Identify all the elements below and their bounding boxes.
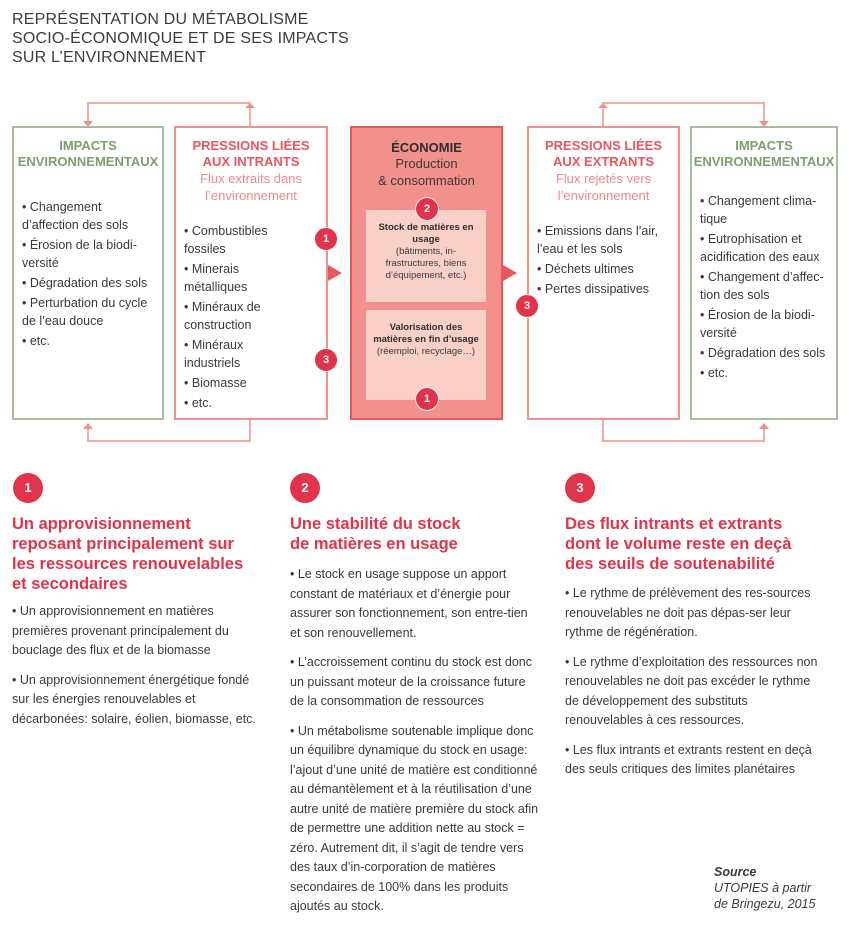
list-item: • Érosion de la biodi-versité [22, 238, 137, 270]
list-item: • etc. [184, 396, 212, 410]
column-1-text [12, 602, 268, 739]
impacts-left-title: IMPACTS ENVIRONNEMENTAUX [17, 138, 159, 169]
pressions-extrants-box [527, 126, 680, 420]
list-item: • Minerais métalliques [184, 262, 248, 294]
impacts-left-list [14, 198, 162, 350]
badge-3-intrants: 3 [314, 348, 338, 372]
title-line: SUR L’ENVIRONNEMENT [12, 49, 207, 66]
impacts-left-box [12, 126, 164, 420]
column-1-title: Un approvisionnement reposant principalement sur les ressources renouvelables et secondaires [12, 515, 244, 593]
list-item: • etc. [22, 334, 50, 348]
paragraph: • Le rythme de prélèvement des res-sources renouvelables ne doit pas dépas-ser leur rythme de régénération. [565, 586, 811, 639]
paragraph: • Un approvisionnement en matières premières provenant principalement du bouclage des flux et de la biomasse [12, 604, 229, 657]
column-2-text [290, 565, 540, 927]
paragraph: • Un approvisionnement énergétique fondé sur les énergies renouvelables et décarbonées: solaire, éolien, biomasse, etc. [12, 672, 256, 726]
source-label: Source [714, 865, 757, 879]
impacts-right-title: IMPACTS ENVIRONNEMENTAUX [693, 138, 835, 169]
list-item: • Minéraux industriels [184, 338, 244, 370]
stock-box [366, 210, 486, 302]
pressions-intrants-title: PRESSIONS LIÉES AUX INTRANTS [192, 138, 310, 169]
source-line: de Bringezu, 2015 [714, 897, 816, 911]
pressions-intrants-list [176, 222, 326, 412]
paragraph: • Le stock en usage suppose un apport constant de matériaux et d’énergie pour assurer son fonctionnement, son entre-tien et son renouvellement. [290, 567, 528, 640]
source-credit [714, 864, 815, 912]
badge-3-extrants: 3 [515, 294, 539, 318]
badge-1-valorisation: 1 [415, 387, 439, 411]
list-item: • Changement d’affec-tion des sols [700, 270, 824, 302]
list-item: • Emissions dans l’air, l’eau et les sols [537, 224, 659, 256]
list-item: • Dégradation des sols [22, 276, 148, 290]
badge-1-intrants: 1 [314, 227, 338, 251]
pressions-extrants-list [529, 222, 678, 298]
arrowhead [759, 423, 769, 429]
list-item: • Pertes dissipatives [537, 282, 650, 296]
arrowhead [83, 423, 93, 429]
impacts-right-list [692, 192, 836, 382]
arrow-bottom-right [603, 420, 764, 441]
list-item: • Eutrophisation et acidification des eaux [700, 232, 820, 264]
paragraph: • L’accroissement continu du stock est donc un puissant moteur de la croissance future de la consommation de ressources [290, 655, 533, 708]
economie-title: ÉCONOMIE [391, 140, 462, 155]
paragraph: • Un métabolisme soutenable implique donc un équilibre dynamique du stock en usage: l’ajout d’une unité de matière est conditionné au démantèlement et à la réutilisation d’une autre unité de matière première du stock afin de permettre une addition nette au stock = zéro. Autrement dit, il s’agit de tendre vers des taux d’in-corporation de matières secondaires de 100% dans les produits ajoutés au stock. [290, 723, 539, 913]
title-line: SOCIO-ÉCONOMIQUE ET DE SES IMPACTS [12, 30, 349, 47]
column-2-title: Une stabilité du stock de matières en usage [290, 515, 461, 553]
valorisation-desc: (réemploi, recyclage…) [376, 346, 476, 357]
paragraph: • Les flux intrants et extrants restent en deçà des seuls critiques des limites planétaires [565, 742, 812, 776]
stock-desc: (bâtiments, in-frastructures, biens d’équipement, etc.) [385, 246, 467, 281]
source-line: UTOPIES à partir [714, 881, 812, 895]
stock-title: Stock de matières en usage [378, 222, 474, 245]
list-item: • Combustibles fossiles [184, 224, 268, 256]
pressions-extrants-subtitle: Flux rejetés vers l’environnement [555, 171, 652, 203]
list-item: • Perturbation du cycle de l’eau douce [22, 296, 148, 328]
arrow-out-economy [503, 265, 517, 281]
list-item: • Minéraux de construction [184, 300, 261, 332]
list-item: • Déchets ultimes [537, 262, 634, 276]
arrow-top-right [603, 103, 764, 126]
list-item: • etc. [700, 366, 728, 380]
valorisation-title: Valorisation des matières en fin d’usage [373, 322, 479, 345]
list-item: • Biomasse [184, 376, 247, 390]
list-item: • Dégradation des sols [700, 346, 826, 360]
paragraph: • Le rythme d’exploitation des ressources non renouvelables ne doit pas excéder le rythme de développement des substituts renouvelables à ces ressources. [565, 654, 818, 727]
economie-box [350, 126, 503, 420]
arrow-into-economy [328, 265, 342, 281]
list-item: • Changement clima-tique [700, 194, 817, 226]
pressions-intrants-subtitle: Flux extraits dans l’environnement [200, 171, 302, 203]
arrow-bottom-left [88, 420, 250, 441]
impacts-right-box [690, 126, 838, 420]
title-line: REPRÉSENTATION DU MÉTABOLISME [12, 11, 309, 28]
column-1-badge: 1 [13, 473, 43, 503]
column-3-text [565, 584, 825, 790]
column-3-title: Des flux intrants et extrants dont le volume reste en deçà des seuils de soutenabilité [565, 515, 792, 573]
column-2-badge: 2 [290, 473, 320, 503]
badge-2-stock: 2 [415, 197, 439, 221]
list-item: • Changement d’affection des sols [22, 200, 129, 232]
pressions-extrants-title: PRESSIONS LIÉES AUX EXTRANTS [544, 138, 663, 169]
list-item: • Érosion de la biodi-versité [700, 308, 815, 340]
pressions-intrants-box [174, 126, 328, 420]
column-3-badge: 3 [565, 473, 595, 503]
economie-subtitle: Production & consommation [378, 156, 475, 188]
arrow-top-left [88, 103, 250, 126]
